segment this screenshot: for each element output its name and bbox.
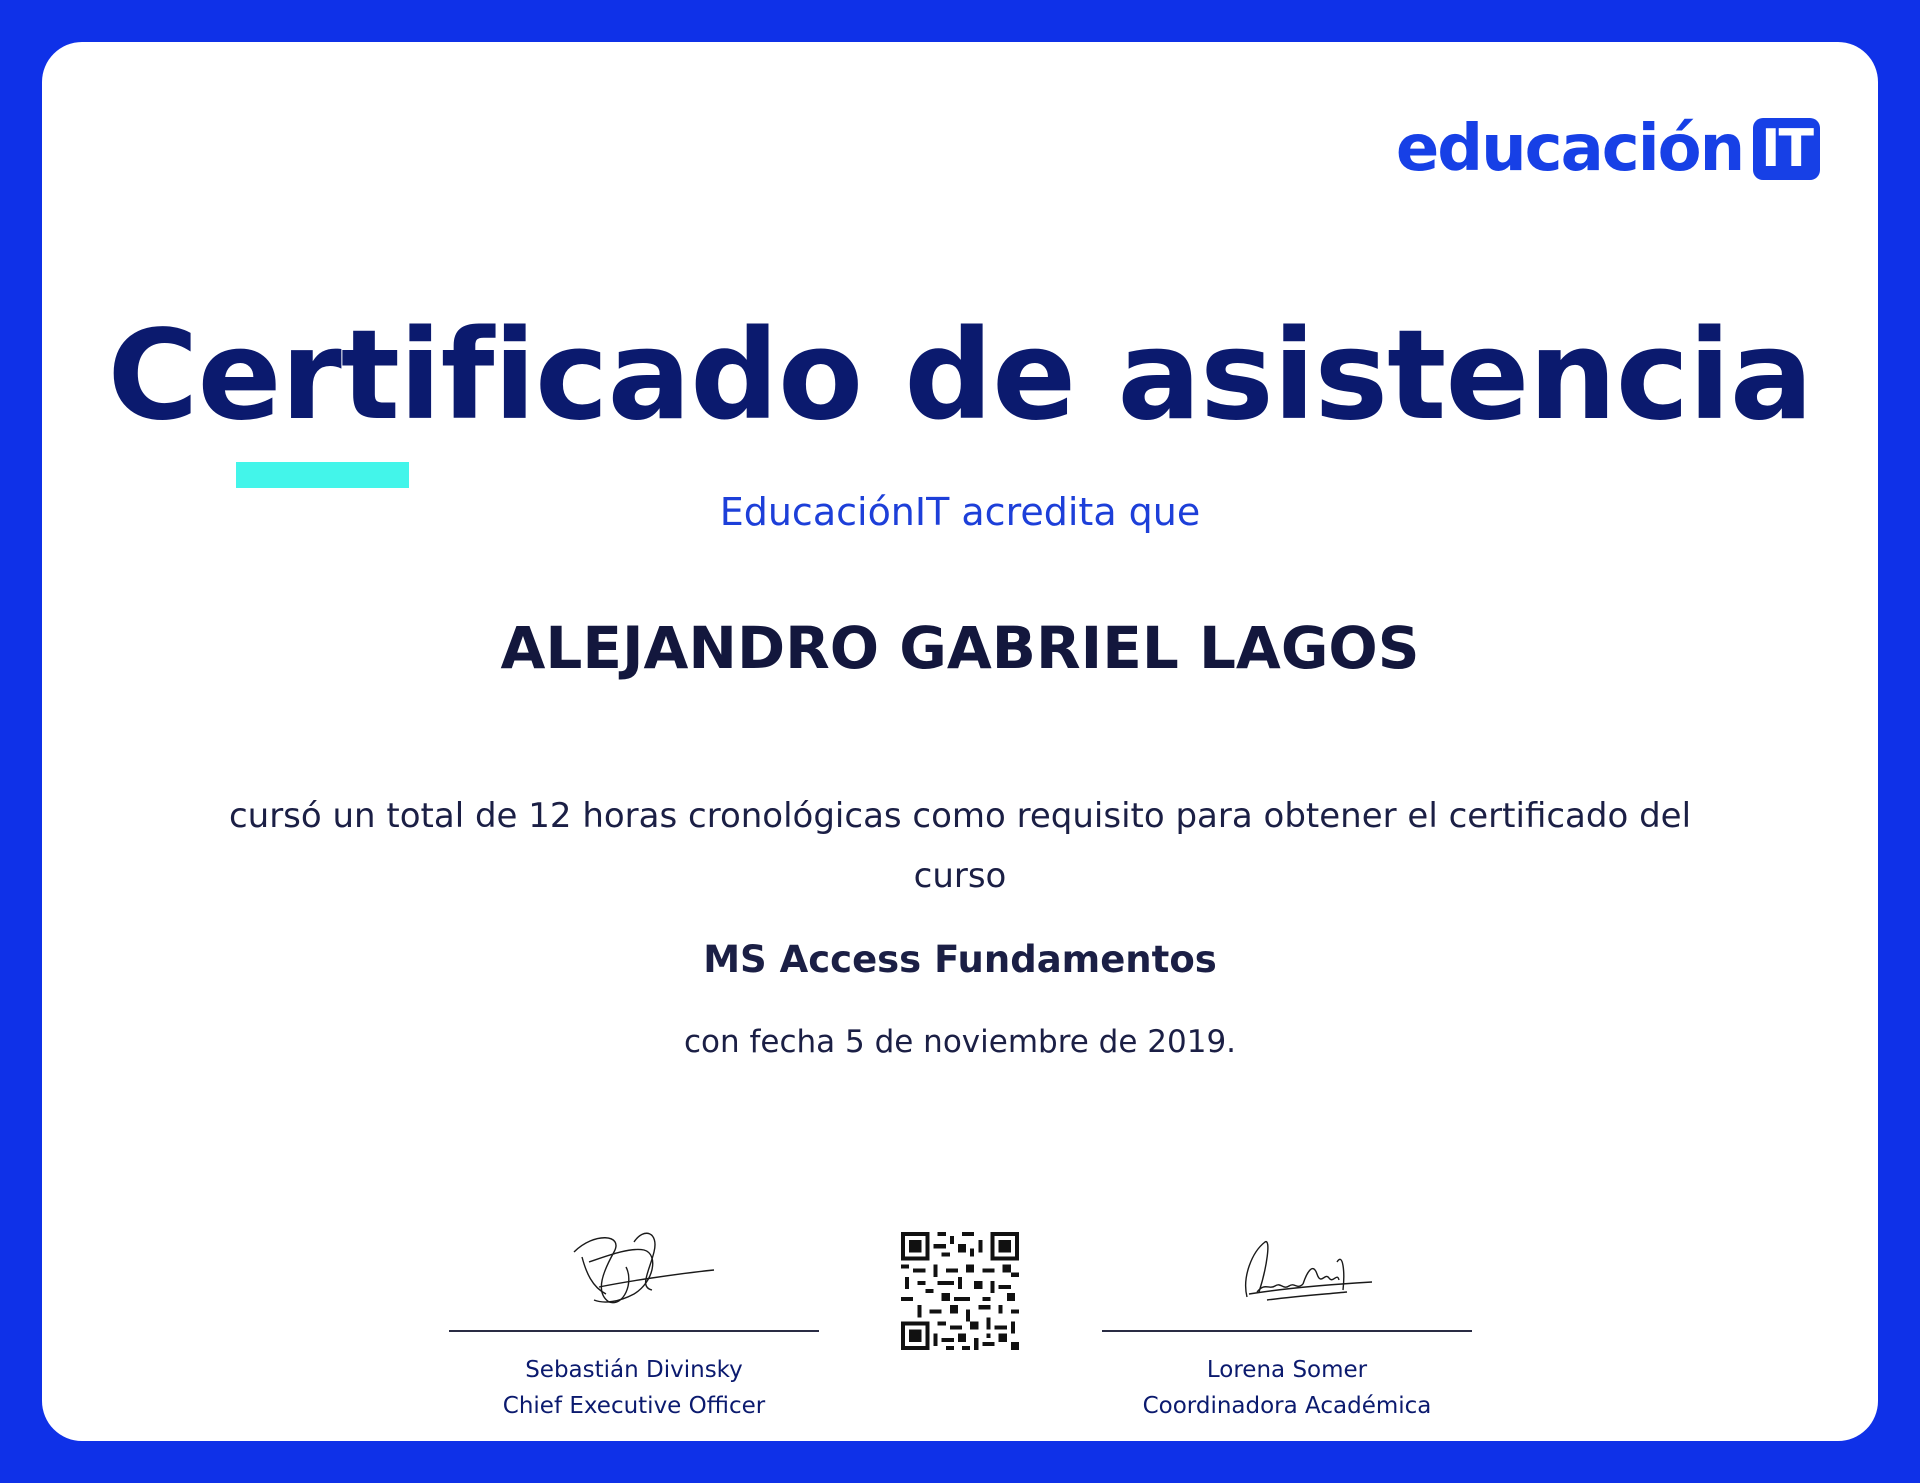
signature-coordinator [1187, 1212, 1387, 1322]
accreditation-intro: EducaciónIT acredita que [719, 490, 1201, 534]
signatory-name: Lorena Somer [1206, 1357, 1368, 1383]
certificate-title: Certificado de asistencia [107, 304, 1813, 448]
certificate-card [42, 42, 1878, 1441]
signature-block-ceo [449, 1212, 819, 1424]
signature-line [1102, 1330, 1472, 1332]
signature-ceo [534, 1212, 734, 1322]
signature-line [449, 1330, 819, 1332]
certificate-date: con fecha 5 de noviembre de 2019. [683, 1024, 1237, 1060]
signatory-role: Coordinadora Académica [1142, 1393, 1432, 1419]
accent-bar [236, 462, 409, 488]
signature-block-coordinator [1102, 1212, 1472, 1424]
qr-code [901, 1232, 1019, 1350]
signatory-name: Sebastián Divinsky [525, 1357, 743, 1383]
logo-wordmark: educación [1395, 112, 1744, 186]
course-name: MS Access Fundamentos [703, 938, 1217, 981]
logo-badge: IT [1753, 118, 1820, 180]
student-name: ALEJANDRO GABRIEL LAGOS [500, 614, 1420, 682]
certificate-body-text: cursó un total de 12 horas cronológicas como requisito para obtener el certificado del curso [228, 796, 1692, 896]
signatory-role: Chief Executive Officer [502, 1393, 766, 1419]
educacionit-logo [1396, 112, 1820, 186]
